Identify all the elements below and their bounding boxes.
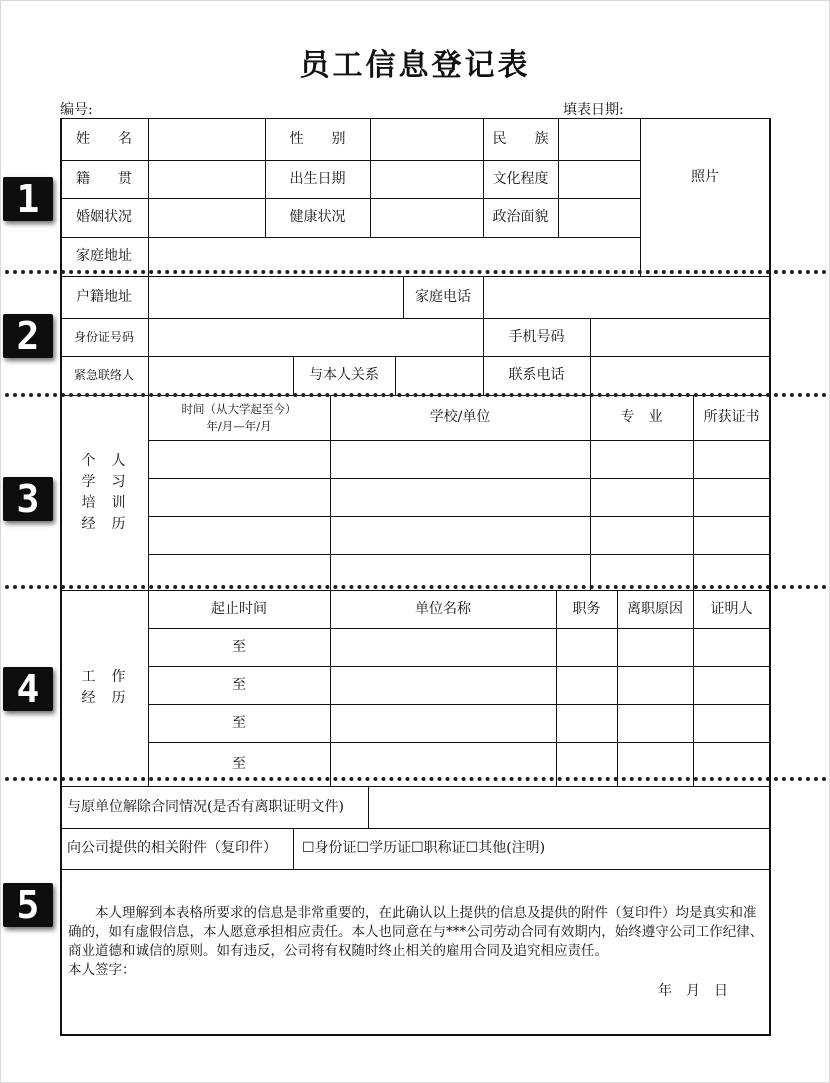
- company-header: 单位名称: [415, 600, 471, 617]
- section-badge-number: 5: [16, 883, 40, 927]
- serial-number-label: 编号:: [60, 102, 93, 118]
- grid-line: [60, 1034, 771, 1036]
- id-number-label: 身份证号码: [73, 329, 134, 344]
- education-history-line: 培 训: [81, 494, 127, 511]
- attachments-label: 向公司提供的相关附件（复印件）: [67, 840, 277, 856]
- section-badge-number: 1: [16, 177, 40, 221]
- grid-line: [148, 276, 149, 395]
- ethnicity-label: 民 族: [492, 130, 549, 147]
- study-period-header-line2: 年/月—年/月: [206, 418, 272, 433]
- period-to-mark: 至: [232, 755, 246, 772]
- education-history-line: 经 历: [81, 515, 127, 532]
- photo-label: 照片: [691, 168, 719, 185]
- education-history-line: 学 习: [81, 473, 127, 490]
- grid-line: [60, 356, 771, 357]
- study-period-header: [148, 395, 330, 440]
- signature-label: 本人签字：: [68, 962, 136, 978]
- grid-line: [148, 554, 771, 555]
- work-history-line: 工 作: [81, 669, 127, 685]
- education-history-line: 个 人: [81, 452, 127, 469]
- section-separator: [5, 777, 827, 781]
- signature-date: 年 月 日: [658, 983, 728, 999]
- grid-line: [483, 276, 484, 318]
- section-badge-3: [3, 477, 53, 521]
- school-header: 学校/单位: [429, 409, 491, 425]
- education-history-label: [60, 395, 148, 590]
- work-history-label: [60, 590, 148, 786]
- section-separator: [5, 393, 827, 397]
- home-address-label: 家庭地址: [76, 248, 132, 264]
- period-to-mark: 至: [232, 714, 246, 731]
- photo-placeholder: [640, 118, 770, 276]
- reference-header: 证明人: [710, 600, 753, 617]
- household-address-label: 户籍地址: [76, 288, 132, 305]
- grid-line: [60, 869, 771, 870]
- health-status-label: 健康状况: [289, 209, 346, 225]
- leave-reason-header: 离职原因: [627, 600, 683, 617]
- grid-line: [148, 440, 771, 441]
- form-title: 员工信息登记表: [299, 48, 531, 83]
- mobile-label: 手机号码: [508, 328, 565, 345]
- section-badge-1: [3, 177, 53, 221]
- relation-label: 与本人关系: [309, 367, 379, 383]
- name-label: 姓 名: [76, 130, 132, 147]
- period-header: 起止时间: [211, 600, 267, 617]
- period-to-mark: 至: [232, 638, 246, 655]
- grid-line: [148, 118, 149, 237]
- section-badge-number: 4: [16, 667, 40, 711]
- section-separator: [5, 585, 827, 589]
- registration-form: [60, 118, 771, 1036]
- contact-phone-label: 联系电话: [508, 367, 565, 383]
- major-header: 专 业: [620, 409, 663, 425]
- study-period-header-line1: 时间（从大学起至今）: [181, 401, 297, 416]
- period-to-mark: 至: [232, 676, 246, 693]
- marital-status-label: 婚姻状况: [76, 209, 132, 225]
- section-badge-2: [3, 314, 53, 358]
- fill-date-label: 填表日期:: [563, 102, 624, 118]
- position-header: 职务: [572, 600, 601, 617]
- emergency-contact-label: 紧急联络人: [73, 368, 134, 382]
- birth-date-label: 出生日期: [289, 170, 346, 187]
- grid-line: [148, 516, 771, 517]
- contract-termination-question: 与原单位解除合同情况(是否有离职证明文件): [67, 798, 344, 815]
- declaration-text: 本人理解到本表格所要求的信息是非常重要的，在此确认以上提供的信息及提供的附件（复印件）均是真实和准确的，如有虚假信息，本人愿意承担相应责任。本人也同意在与***公司劳动合同有效期内，始终遵守公司工作纪律、商业道德和诚信的原则。如有违反，公司将有权随时终止相关的雇用合同及追究相应责任。: [68, 905, 764, 959]
- grid-line: [370, 118, 371, 237]
- attachments-options[interactable]: ☐身份证☐学历证☐职称证☐其他(注明): [302, 840, 546, 856]
- grid-line: [395, 356, 396, 395]
- education-label: 文化程度: [492, 170, 549, 187]
- grid-line: [148, 478, 771, 479]
- gender-label: 性 别: [289, 130, 346, 147]
- grid-line: [590, 318, 591, 356]
- native-place-label: 籍 贯: [76, 170, 132, 187]
- home-phone-label: 家庭电话: [415, 288, 471, 305]
- political-status-label: 政治面貌: [492, 209, 549, 225]
- grid-line: [590, 356, 591, 395]
- section-badge-5: [3, 883, 53, 927]
- section-badge-4: [3, 667, 53, 711]
- grid-line: [60, 318, 771, 319]
- certificate-header: 所获证书: [703, 409, 760, 425]
- section-separator: [5, 270, 827, 274]
- work-history-line: 经 历: [81, 690, 127, 706]
- grid-line: [558, 118, 559, 237]
- section-badge-number: 3: [16, 477, 40, 521]
- section-badge-number: 2: [16, 314, 40, 358]
